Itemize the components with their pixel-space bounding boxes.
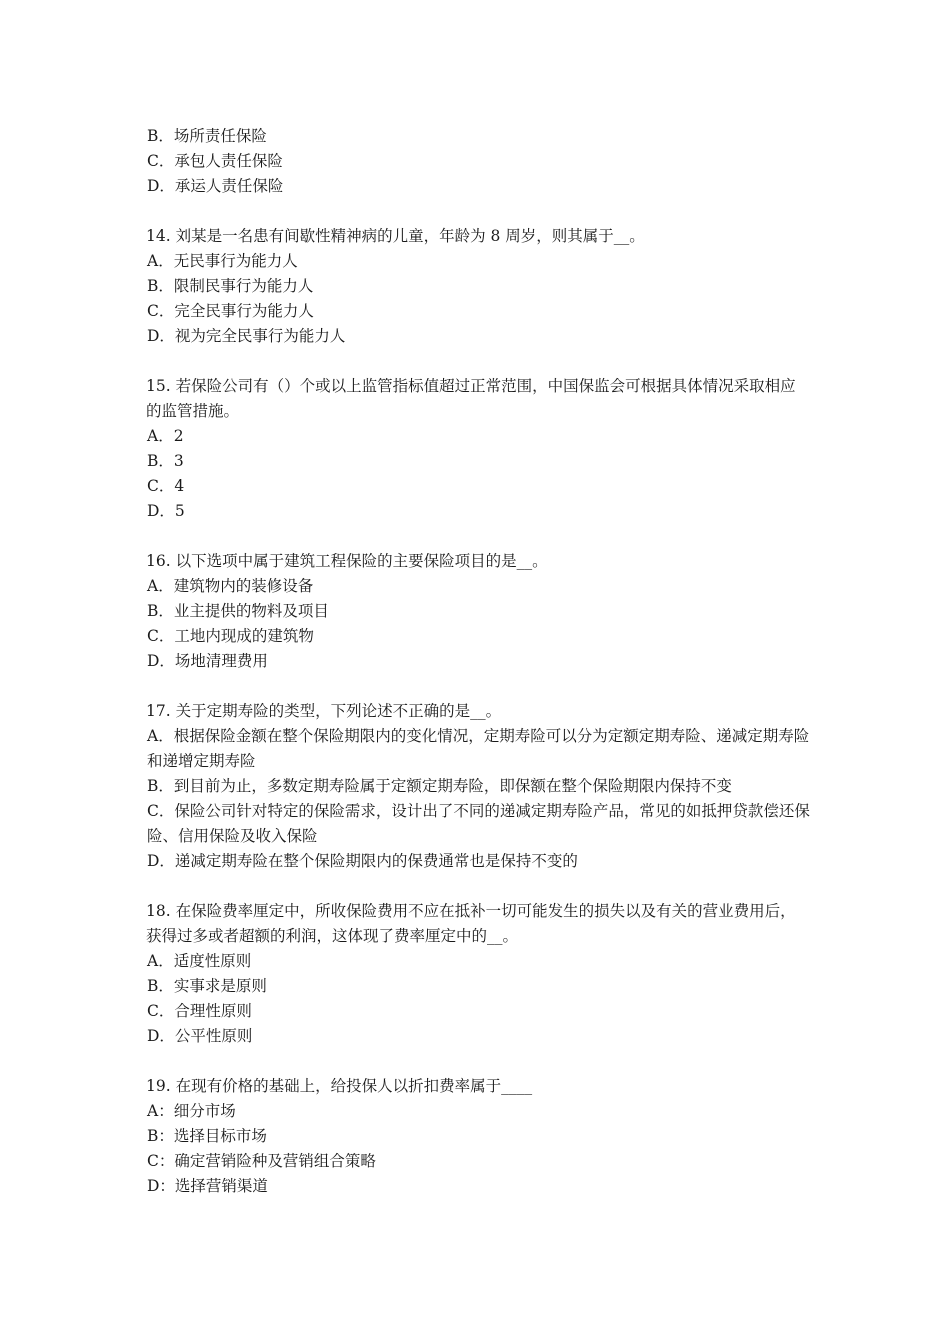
question-17: [146, 699, 810, 874]
option-a: A．根据保险金额在整个保险期限内的变化情况，定期寿险可以分为定额定期寿险、递减定期寿险和递增定期寿险: [147, 727, 810, 770]
document-page: [146, 124, 810, 1224]
option-d: D．场地清理费用: [147, 652, 268, 670]
option-b: B．实事求是原则: [147, 977, 267, 995]
option-d: D．承运人责任保险: [147, 177, 284, 195]
option-c: C．承包人责任保险: [147, 152, 283, 170]
question-18: [146, 899, 810, 1049]
question-15: [146, 374, 810, 524]
option-b: B．3: [147, 452, 184, 470]
option-d: D：选择营销渠道: [147, 1177, 268, 1195]
option-a: A．适度性原则: [147, 952, 252, 970]
previous-question-tail: [146, 124, 810, 199]
question-19: [146, 1074, 810, 1199]
option-a: A．无民事行为能力人: [147, 252, 298, 270]
option-d: D．视为完全民事行为能力人: [147, 327, 346, 345]
option-a: A：细分市场: [147, 1102, 236, 1120]
option-b: B．到目前为止，多数定期寿险属于定额定期寿险，即保额在整个保险期限内保持不变: [147, 777, 732, 795]
option-b: B．场所责任保险: [147, 127, 267, 145]
question-stem: 16. 以下选项中属于建筑工程保险的主要保险项目的是__。: [146, 552, 548, 570]
option-c: C．合理性原则: [147, 1002, 252, 1020]
question-stem: 15. 若保险公司有（）个或以上监管指标值超过正常范围，中国保监会可根据具体情况采取相应的监管措施。: [146, 377, 796, 420]
question-stem: 19. 在现有价格的基础上，给投保人以折扣费率属于____: [146, 1077, 533, 1095]
question-16: [146, 549, 810, 674]
question-14: [146, 224, 810, 349]
option-a: A．建筑物内的装修设备: [147, 577, 314, 595]
option-c: C．完全民事行为能力人: [147, 302, 314, 320]
option-c: C．4: [147, 477, 185, 495]
question-stem: 18. 在保险费率厘定中，所收保险费用不应在抵补一切可能发生的损失以及有关的营业费用后，获得过多或者超额的利润，这体现了费率厘定中的__。: [146, 902, 796, 945]
option-b: B：选择目标市场: [147, 1127, 267, 1145]
option-b: B．限制民事行为能力人: [147, 277, 314, 295]
option-d: D．递减定期寿险在整个保险期限内的保费通常也是保持不变的: [147, 852, 578, 870]
option-b: B．业主提供的物料及项目: [147, 602, 329, 620]
option-c: C．工地内现成的建筑物: [147, 627, 314, 645]
question-stem: 17. 关于定期寿险的类型，下列论述不正确的是__。: [146, 702, 502, 720]
question-stem: 14. 刘某是一名患有间歇性精神病的儿童，年龄为 8 周岁，则其属于__。: [146, 227, 645, 245]
option-c: C．保险公司针对特定的保险需求，设计出了不同的递减定期寿险产品，常见的如抵押贷款偿还保险、信用保险及收入保险: [147, 802, 810, 845]
option-d: D．5: [147, 502, 185, 520]
option-c: C：确定营销险种及营销组合策略: [147, 1152, 376, 1170]
option-d: D．公平性原则: [147, 1027, 253, 1045]
option-a: A．2: [147, 427, 184, 445]
